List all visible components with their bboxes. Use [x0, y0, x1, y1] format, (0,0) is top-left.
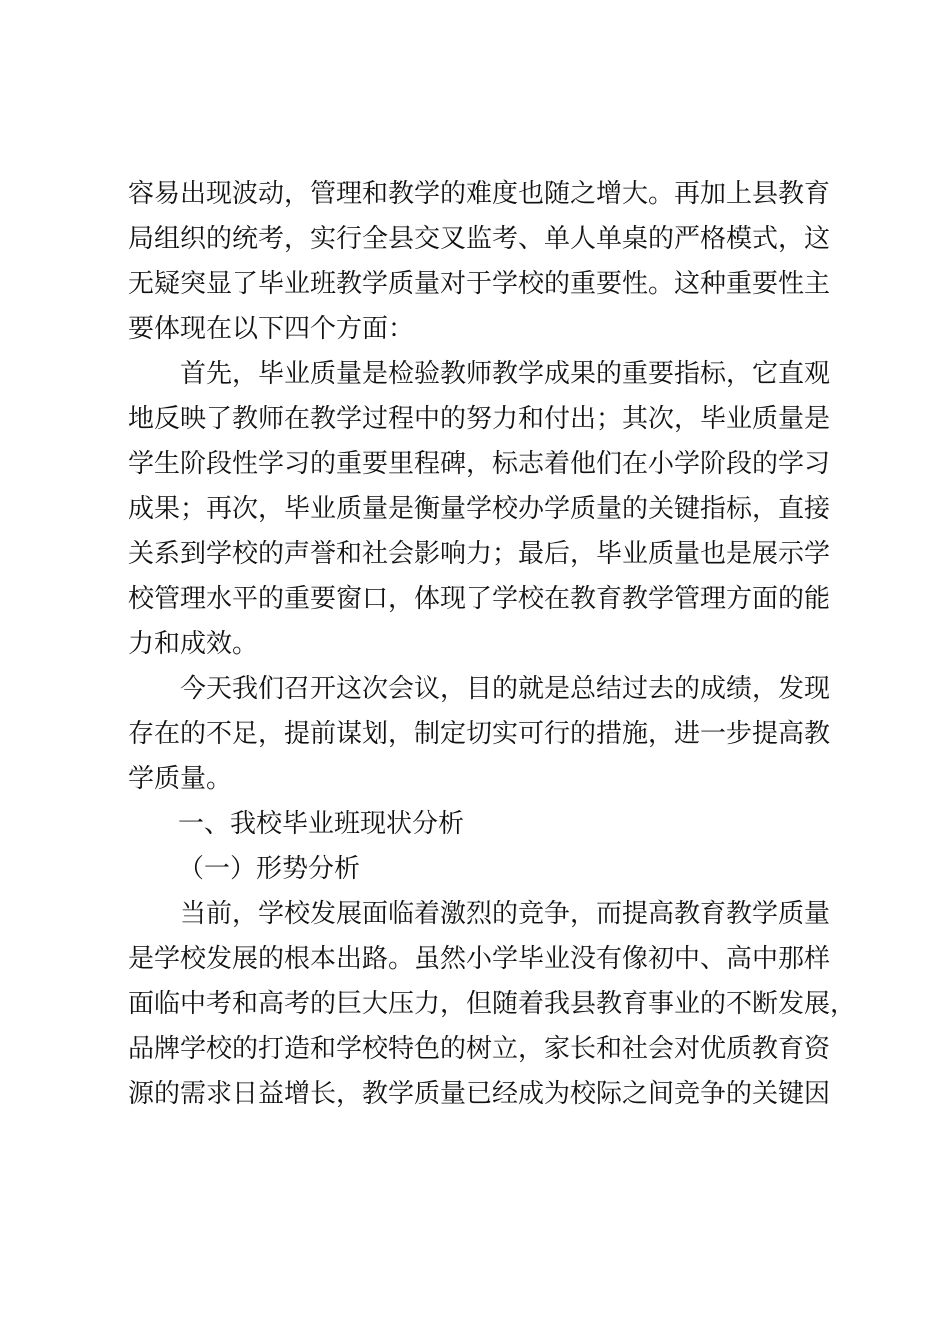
document-body [128, 172, 857, 1117]
text-line: 面临中考和高考的巨大压力，但随着我县教育事业的不断发展， [128, 989, 857, 1019]
text-line: 地反映了教师在教学过程中的努力和付出；其次，毕业质量是 [128, 404, 831, 434]
text-line: 力和成效。 [128, 629, 259, 659]
text-line: 学质量。 [128, 764, 233, 794]
text-line: 校管理水平的重要窗口，体现了学校在教育教学管理方面的能 [128, 584, 831, 614]
paragraph-first-line: 当前，学校发展面临着激烈的竞争，而提高教育教学质量 [180, 899, 831, 929]
text-line: 关系到学校的声誉和社会影响力；最后，毕业质量也是展示学 [128, 539, 831, 569]
text-line: 品牌学校的打造和学校特色的树立，家长和社会对优质教育资 [128, 1034, 831, 1064]
text-line: 要体现在以下四个方面： [128, 314, 415, 344]
text-line: 学生阶段性学习的重要里程碑，标志着他们在小学阶段的学习 [128, 449, 831, 479]
text-line: 是学校发展的根本出路。虽然小学毕业没有像初中、高中那样 [128, 944, 831, 974]
text-line: 局组织的统考，实行全县交叉监考、单人单桌的严格模式，这 [128, 224, 831, 254]
paragraph-first-line: 首先，毕业质量是检验教师教学成果的重要指标，它直观 [180, 359, 831, 389]
text-line: 容易出现波动，管理和教学的难度也随之增大。再加上县教育 [128, 179, 831, 209]
text-line: 存在的不足，提前谋划，制定切实可行的措施，进一步提高教 [128, 719, 831, 749]
section-heading: 一、我校毕业班现状分析 [178, 809, 465, 839]
text-line: 成果；再次，毕业质量是衡量学校办学质量的关键指标，直接 [128, 494, 831, 524]
text-line: 源的需求日益增长，教学质量已经成为校际之间竞争的关键因 [128, 1079, 831, 1109]
paragraph-first-line: 今天我们召开这次会议，目的就是总结过去的成绩，发现 [180, 674, 831, 704]
text-line: 无疑突显了毕业班教学质量对于学校的重要性。这种重要性主 [128, 269, 831, 299]
subsection-heading: （一）形势分析 [178, 854, 361, 884]
